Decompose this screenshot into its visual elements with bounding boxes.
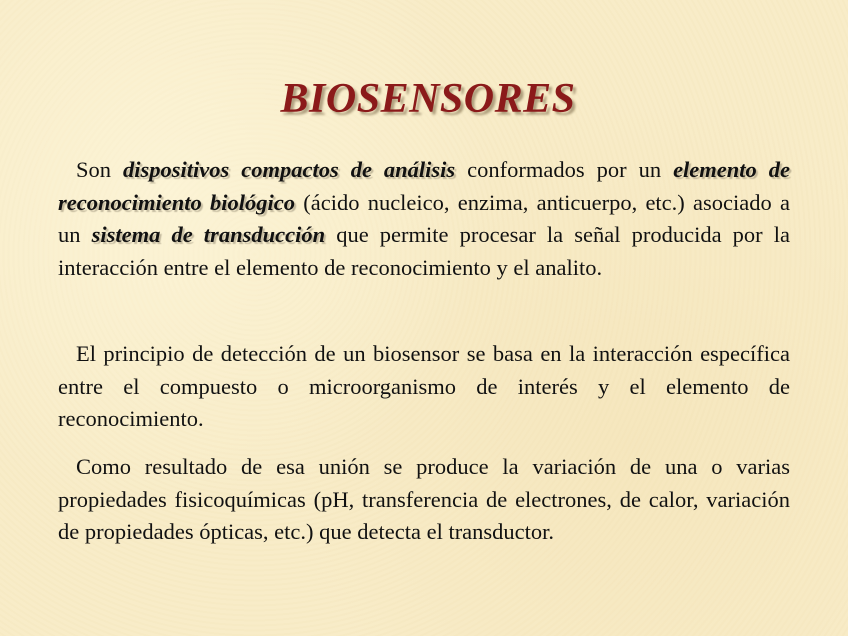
text-span: Son	[76, 157, 123, 182]
emphasis-dispositivos: dispositivos compactos de análisis	[123, 157, 456, 182]
emphasis-elemento: elemento de reconocimiento biológico	[58, 157, 791, 215]
principle-paragraph: El principio de detección de un biosensor se basa en la interacción específica entre el compuesto o microorganismo de interés y el elemento de reconocimiento.	[58, 341, 790, 431]
text-span: que permite procesar la señal producida por la interacción entre el elemento de reconocimiento y el analito.	[58, 222, 790, 280]
text-span: conformados por un	[455, 157, 674, 182]
definition-paragraph	[58, 154, 790, 284]
emphasis-sistema: sistema de transducción	[91, 222, 326, 247]
slide-title: BIOSENSORES	[280, 76, 576, 122]
text-span: (ácido nucleico, enzima, anticuerpo, etc.) asociado a un	[58, 189, 790, 247]
result-paragraph: Como resultado de esa unión se produce la variación de una o varias propiedades fisicoquímicas (pH, transferencia de electrones, de calor, variación de propiedades ópticas, etc.) que detecta el transductor.	[58, 454, 790, 544]
